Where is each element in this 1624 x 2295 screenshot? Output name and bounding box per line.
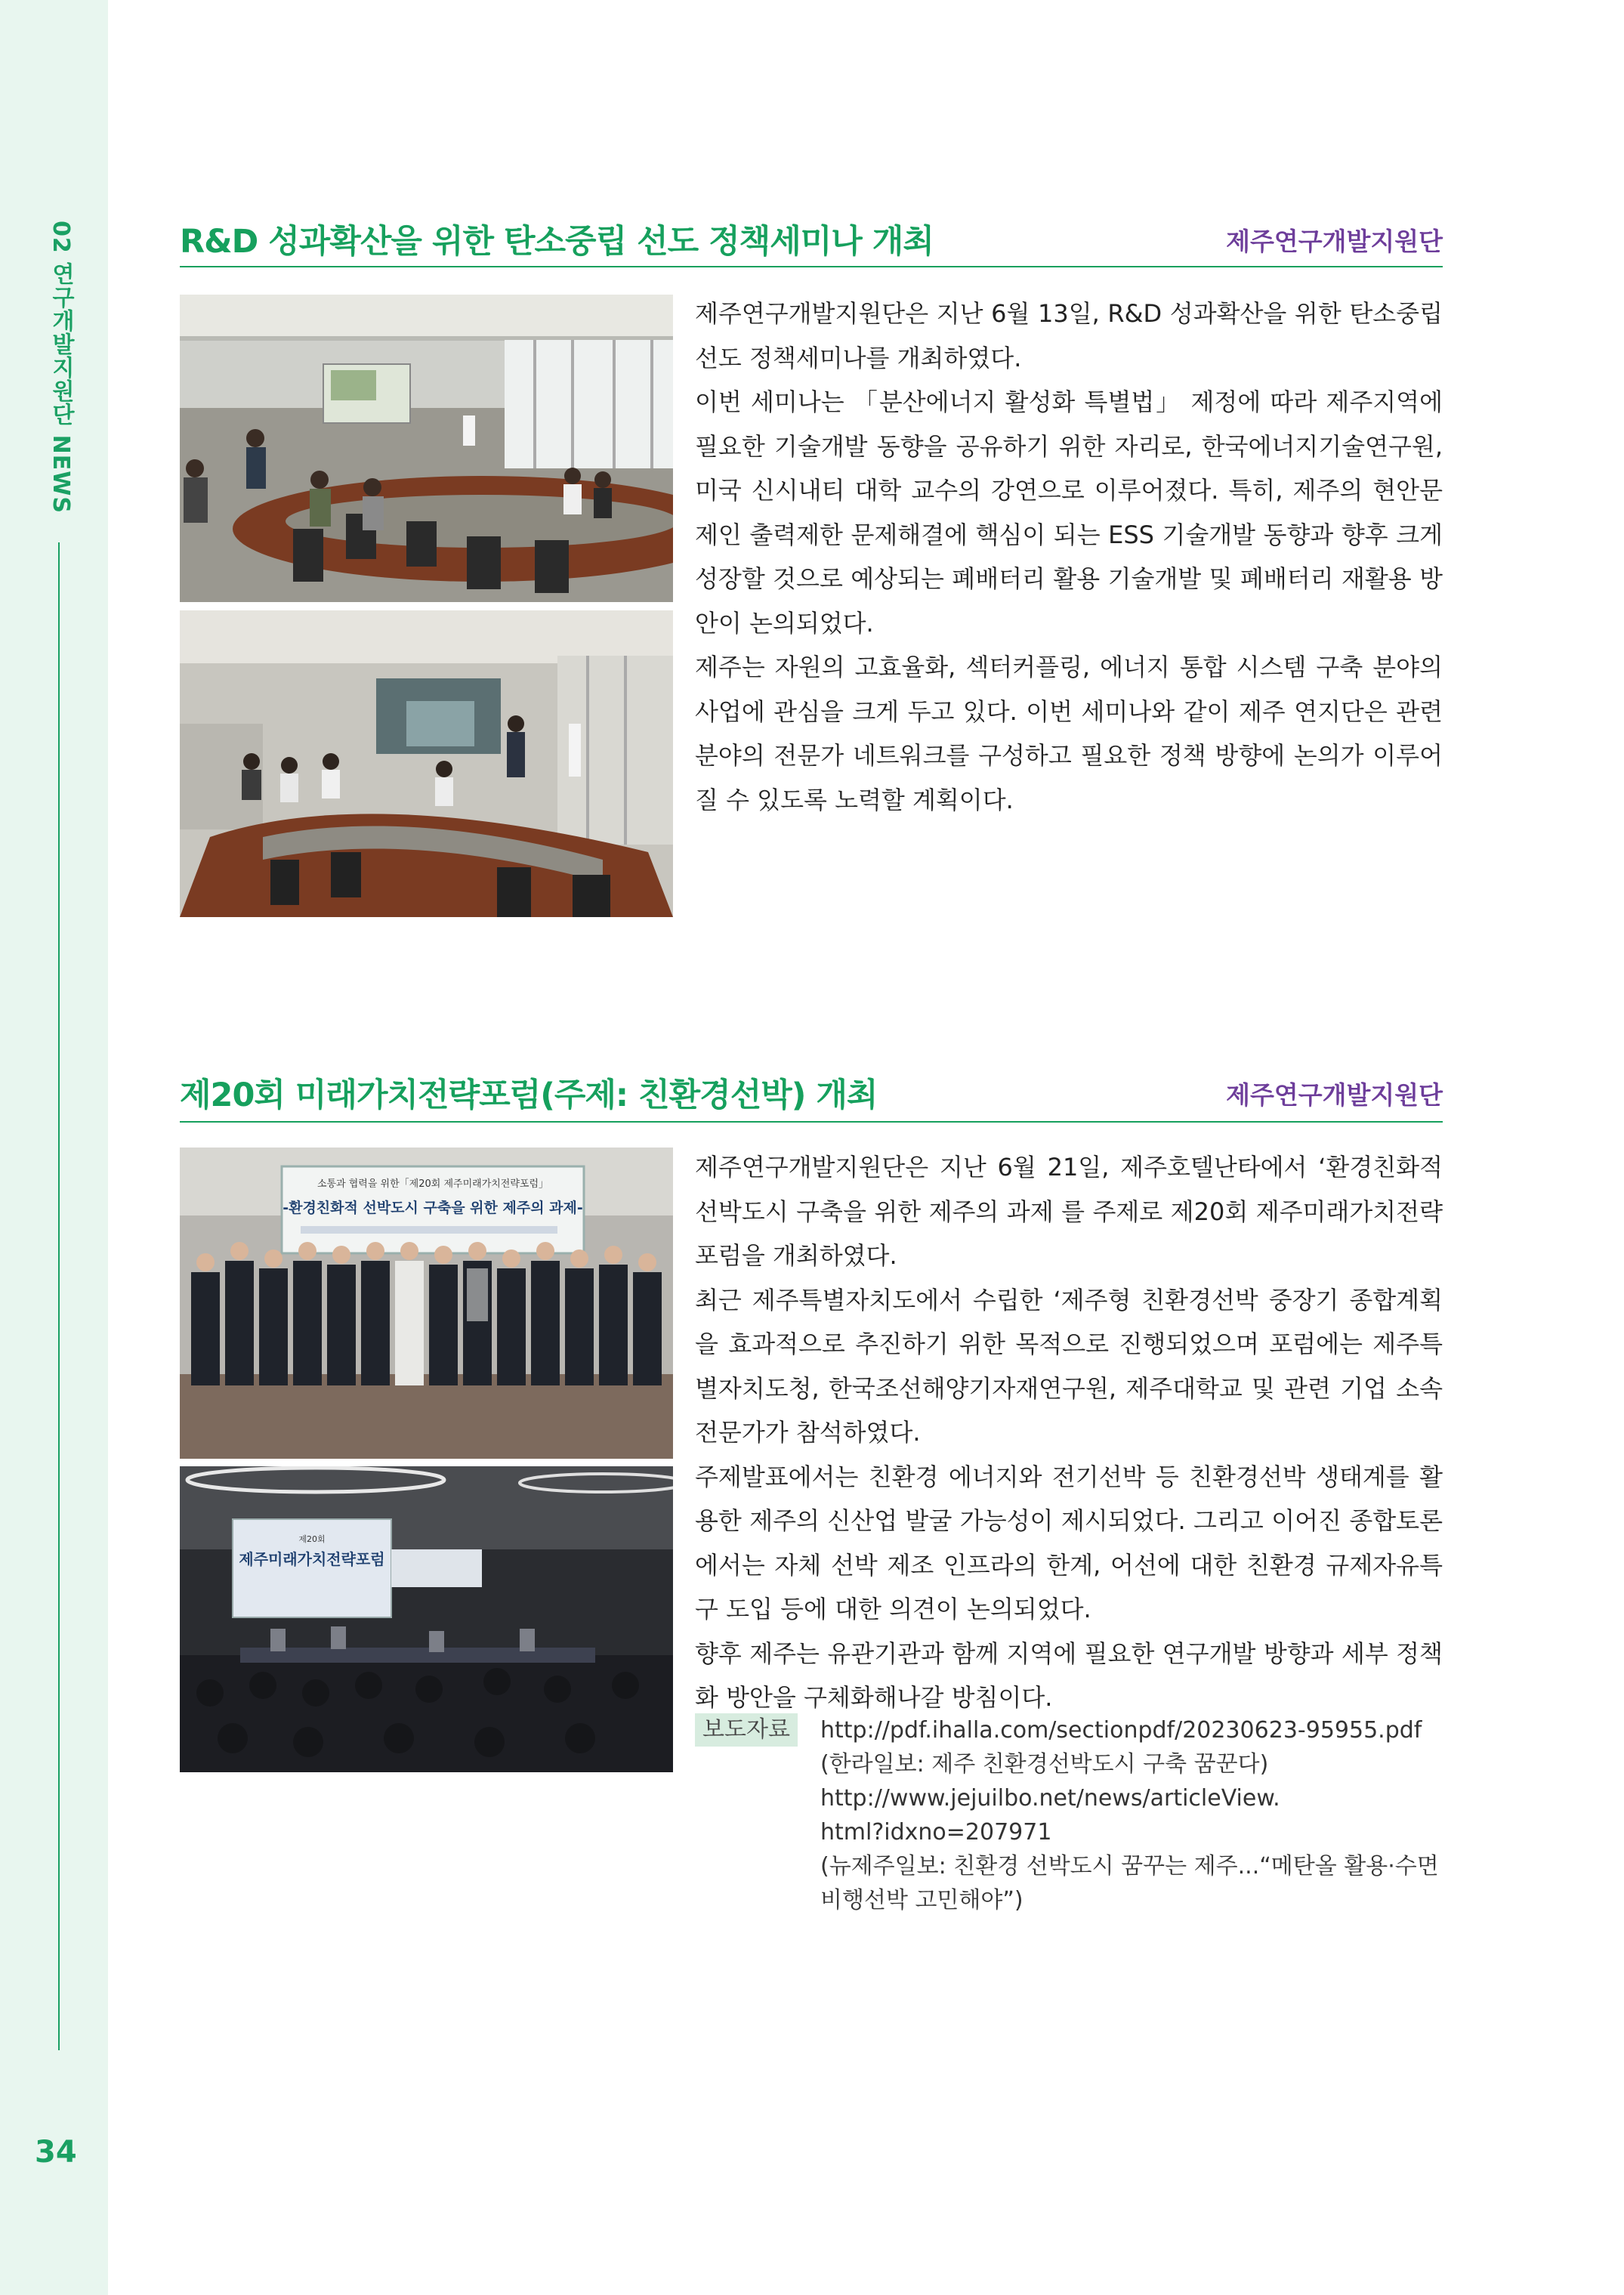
page-number: 34 [35, 2135, 77, 2170]
press-link[interactable]: http://pdf.ihalla.com/sectionpdf/20230623-95955.pdf [820, 1717, 1422, 1744]
banner-top-text: 소통과 협력을 위한「제20회 제주미래가치전략포럼」 [316, 1178, 549, 1190]
press-references [820, 1713, 1443, 1917]
article-paragraph: 향후 제주는 유관기관과 함께 지역에 필요한 연구개발 방향과 세부 정책화 방안을 구체화해나갈 방침이다. [695, 1639, 1443, 1712]
seminar-photo-1 [180, 295, 673, 602]
article-forum [180, 1070, 1443, 1954]
forum-group-photo [180, 1148, 673, 1459]
article-paragraph: 제주연구개발지원단은 지난 6월 13일, R&D 성과확산을 위한 탄소중립 선도 정책세미나를 개최하였다. [695, 299, 1443, 372]
article-title: 제20회 미래가치전략포럼(주제: 친환경선박) 개최 [180, 1076, 878, 1114]
press-source: (한라일보: 제주 친환경선박도시 구축 꿈꾼다) [820, 1751, 1269, 1778]
article-seminar [180, 216, 1443, 926]
press-source: 비행선박 고민해야”) [820, 1887, 1023, 1914]
article-paragraph: 제주연구개발지원단은 지난 6월 21일, 제주호텔난타에서 ‘환경친화적 선박도시 구축을 위한 제주의 과제 를 주제로 제20회 제주미래가치전략포럼을 개최하였다. [695, 1153, 1443, 1270]
sidebar [0, 0, 108, 2295]
forum-hall-photo [180, 1466, 673, 1772]
screen-subtitle: 제20회 [298, 1534, 326, 1544]
press-link[interactable]: http://www.jejuilbo.net/news/articleView. [820, 1785, 1280, 1812]
press-source: (뉴제주일보: 친환경 선박도시 꿈꾸는 제주...“메탄올 활용·수면 [820, 1853, 1439, 1880]
article-paragraph: 이번 세미나는 「분산에너지 활성화 특별법」 제정에 따라 제주지역에 필요한 기술개발 동향을 공유하기 위한 자리로, 한국에너지기술연구원, 미국 신시내티 대학 교수의 강연으로 이루어졌다. 특히, 제주의 현안문제인 출력제한 문제해결에 핵심이 되는 ESS 기술개발 동향과 향후 크게 성장할 것으로 예상되는 폐배터리 활용 기술개발 및 폐배터리 재활용 방안이 논의되었다. [695, 388, 1443, 638]
article-paragraph: 제주는 자원의 고효율화, 섹터커플링, 에너지 통합 시스템 구축 분야의 사업에 관심을 크게 두고 있다. 이번 세미나와 같이 제주 연지단은 관련 분야의 전문가 네트워크를 구성하고 필요한 정책 방향에 논의가 이루어질 수 있도록 노력할 계획이다. [695, 653, 1443, 814]
banner-main-text: -환경친화적 선박도시 구축을 위한 제주의 과제- [283, 1200, 583, 1216]
title-divider [180, 1121, 1443, 1123]
article-paragraph: 최근 제주특별자치도에서 수립한 ‘제주형 친환경선박 중장기 종합계획 을 효과적으로 추진하기 위한 목적으로 진행되었으며 포럼에는 제주특별자치도청, 한국조선해양기자재연구원, 제주대학교 및 관련 기업 소속 전문가가 참석하였다. [695, 1285, 1443, 1447]
article-title: R&D 성과확산을 위한 탄소중립 선도 정책세미나 개최 [180, 223, 934, 261]
press-release-badge: 보도자료 [695, 1713, 798, 1747]
article-organization: 제주연구개발지원단 [1226, 1080, 1443, 1110]
article-body [695, 1145, 1443, 1720]
sidebar-divider [58, 542, 60, 2050]
article-paragraph: 주제발표에서는 친환경 에너지와 전기선박 등 친환경선박 생태계를 활용한 제주의 신산업 발굴 가능성이 제시되었다. 그리고 이어진 종합토론에서는 자체 선박 제조 인프라의 한계, 어선에 대한 친환경 규제자유특구 도입 등에 대한 의견이 논의되었다. [695, 1462, 1443, 1623]
article-organization: 제주연구개발지원단 [1226, 227, 1443, 256]
seminar-photo-2 [180, 610, 673, 917]
title-divider [180, 266, 1443, 267]
press-link[interactable]: html?idxno=207971 [820, 1819, 1052, 1846]
section-label: 02 연구개발지원단 NEWS [48, 221, 74, 514]
screen-title-text: 제주미래가치전략포럼 [239, 1550, 385, 1568]
article-body [695, 292, 1443, 822]
